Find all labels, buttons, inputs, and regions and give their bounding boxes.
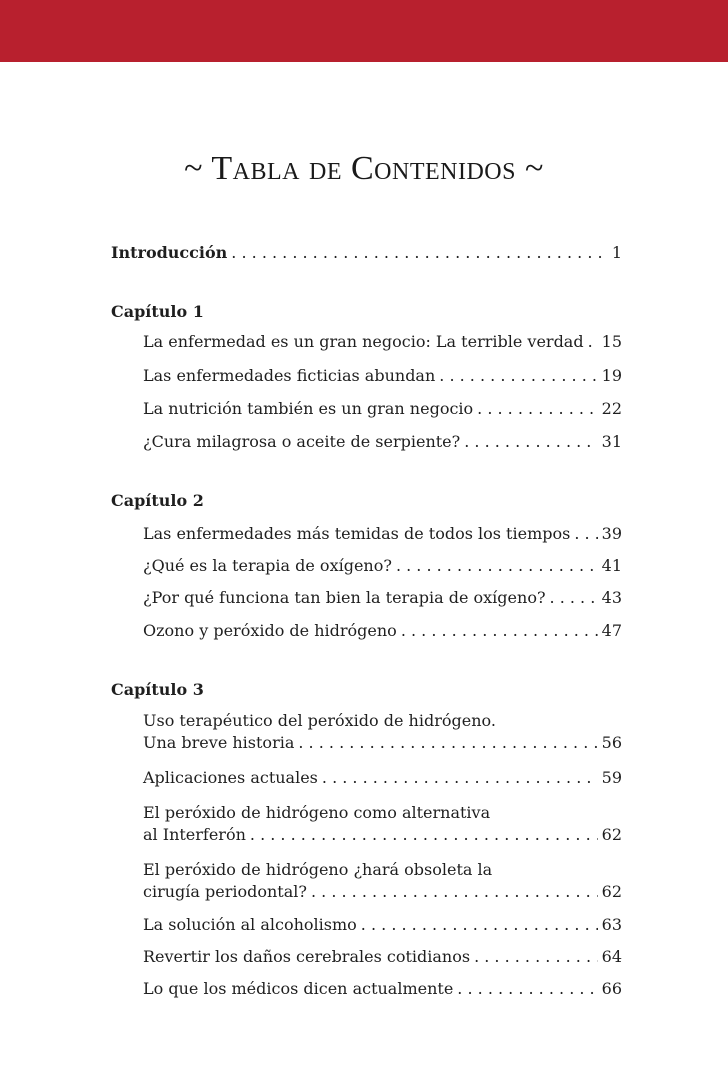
- toc-page-number: 64: [601, 947, 622, 966]
- dot-leader: [588, 331, 598, 353]
- toc-entry-title: ¿Qué es la terapia de oxígeno?: [143, 556, 392, 575]
- toc-page-number: 39: [601, 524, 622, 543]
- toc-entry-title-line1: El peróxido de hidrógeno ¿hará obsoleta la: [143, 860, 493, 879]
- toc-entry-title: ¿Por qué funciona tan bien la terapia de oxígeno?: [143, 588, 546, 607]
- toc-entry[interactable]: [111, 431, 622, 453]
- chapter-heading: Capítulo 3: [111, 680, 204, 699]
- dot-leader: [396, 555, 598, 577]
- toc-entry-introduccion[interactable]: [111, 242, 622, 264]
- toc-page-number: 66: [601, 979, 622, 998]
- toc-page-number: 19: [601, 366, 622, 385]
- toc-page-number: 22: [601, 399, 622, 418]
- toc-entry-title: Lo que los médicos dicen actualmente: [143, 979, 454, 998]
- toc-entry-title: Una breve historia: [143, 733, 295, 752]
- dot-leader: [401, 620, 598, 642]
- dot-leader: [231, 242, 608, 264]
- toc-page-number: 47: [601, 621, 622, 640]
- toc-entry-title: Introducción: [111, 243, 228, 262]
- toc-entry-title: La solución al alcoholismo: [143, 915, 357, 934]
- toc-entry[interactable]: [111, 555, 622, 577]
- toc-entry-title: al Interferón: [143, 825, 246, 844]
- toc-entry[interactable]: [111, 710, 622, 754]
- top-color-band: [0, 0, 728, 62]
- toc-entry-title: Las enfermedades más temidas de todos los tiempos: [143, 524, 571, 543]
- toc-entry[interactable]: [111, 331, 622, 353]
- toc-page-number: 1: [611, 243, 622, 262]
- toc-page-number: 41: [601, 556, 622, 575]
- toc-entry[interactable]: [111, 365, 622, 387]
- toc-page-number: 63: [601, 915, 622, 934]
- chapter-heading: Capítulo 2: [111, 491, 204, 510]
- dot-leader: [361, 914, 598, 936]
- toc-entry[interactable]: [111, 523, 622, 545]
- dot-leader: [439, 365, 597, 387]
- toc-page-number: 31: [601, 432, 622, 451]
- toc-entry[interactable]: [111, 946, 622, 968]
- dot-leader: [322, 767, 598, 789]
- toc-entry-title: Revertir los daños cerebrales cotidianos: [143, 947, 471, 966]
- toc-entry[interactable]: [111, 620, 622, 642]
- dot-leader: [250, 824, 598, 846]
- toc-entry[interactable]: [111, 587, 622, 609]
- toc-entry-title: La enfermedad es un gran negocio: La terrible verdad: [143, 332, 584, 351]
- toc-entry-title: Las enfermedades ficticias abundan: [143, 366, 436, 385]
- toc-page-number: 62: [601, 882, 622, 901]
- dot-leader: [311, 881, 598, 903]
- toc-entry-title-line1: Uso terapéutico del peróxido de hidrógeno.: [143, 711, 496, 730]
- dot-leader: [550, 587, 598, 609]
- toc-page-number: 43: [601, 588, 622, 607]
- toc-page-number: 62: [601, 825, 622, 844]
- dot-leader: [477, 398, 597, 420]
- dot-leader: [464, 431, 597, 453]
- toc-entry-title: ¿Cura milagrosa o aceite de serpiente?: [143, 432, 461, 451]
- toc-entry[interactable]: [111, 802, 622, 846]
- chapter-heading: Capítulo 1: [111, 302, 204, 321]
- toc-page-number: 56: [601, 733, 622, 752]
- toc-entry[interactable]: [111, 767, 622, 789]
- dot-leader: [574, 523, 597, 545]
- toc-entry[interactable]: [111, 398, 622, 420]
- toc-entry-title-line1: El peróxido de hidrógeno como alternativa: [143, 803, 491, 822]
- dot-leader: [457, 978, 597, 1000]
- toc-entry-title: La nutrición también es un gran negocio: [143, 399, 474, 418]
- page-title: ~ Tabla de Contenidos ~: [184, 150, 544, 187]
- toc-entry-title: cirugía periodontal?: [143, 882, 307, 901]
- toc-entry-title: Aplicaciones actuales: [143, 768, 318, 787]
- toc-entry[interactable]: [111, 859, 622, 903]
- toc-entry-title: Ozono y peróxido de hidrógeno: [143, 621, 397, 640]
- dot-leader: [298, 732, 597, 754]
- dot-leader: [474, 946, 598, 968]
- toc-page-number: 59: [601, 768, 622, 787]
- toc-entry[interactable]: [111, 914, 622, 936]
- toc-page-number: 15: [601, 332, 622, 351]
- toc-entry[interactable]: [111, 978, 622, 1000]
